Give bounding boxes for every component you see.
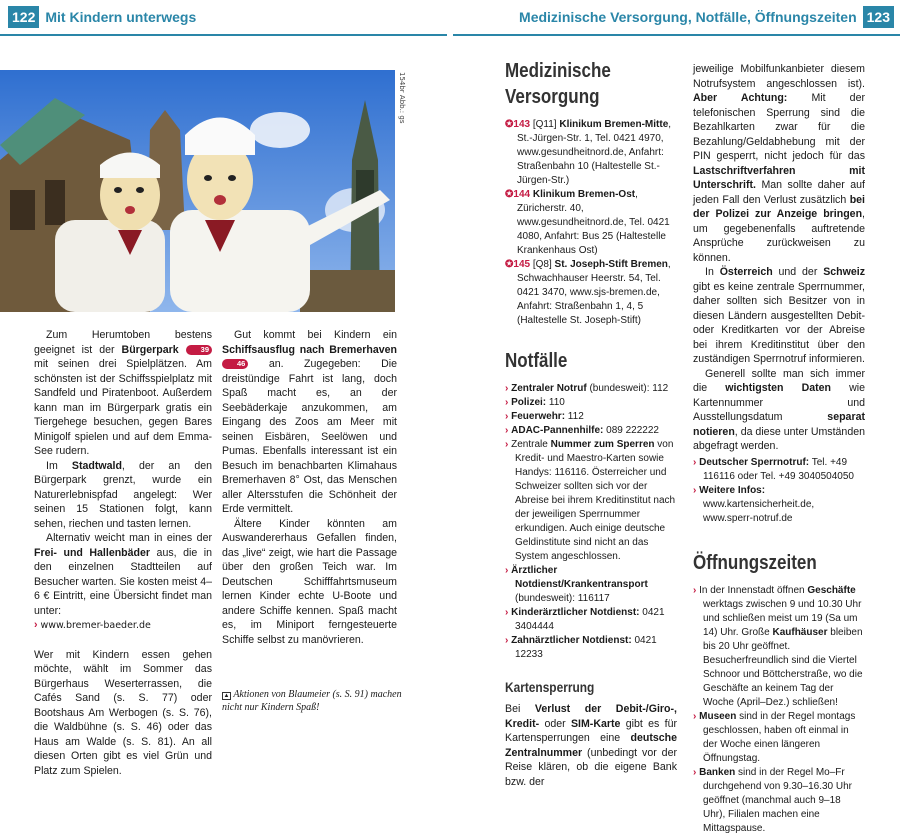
oeffnung-item: › Banken sind in der Regel Mo–Fr durchgehend von 9.30–16.30 Uhr geöffnet (manchmal auch 9–18 Uhr), Filialen machen eine Mittagspause. [693, 766, 853, 834]
left-column-1 [34, 328, 212, 778]
notfall-item: › Zentraler Notruf (bundesweit): 112 [505, 383, 669, 394]
notfall-item: › Polizei: 110 [505, 397, 565, 408]
right-column-1 [505, 58, 677, 789]
para-buergerpark: Zum Herumtoben bestens geeignet ist der Bürgerpark 39 mit seinen drei Spielplätzen. Am schönsten ist der Schiffsspielplatz mit Sandfeld und Piratenboot. Außerdem kann man im Bürgerpark gratis ein Tiergehege besuchen, gegen Bares Minigolf spielen und auf dem Emma-See rudern. [34, 329, 212, 457]
left-page-number: 122 [8, 6, 39, 28]
hospital-klinikum-ost: ✪144 Klinikum Bremen-Ost, Züricherstr. 40, www.gesundheitnord.de, Tel. 0421 4080, Anfahrt: Bus 25 (Haltestelle Krankenhaus Ost) [505, 189, 670, 256]
oeffnung-item: › Museen sind in der Regel montags geschlossen, haben oft einmal in der Woche einen längeren Öffnungstag. [693, 710, 856, 764]
para-baeder: Alternativ weicht man in eines der Frei- und Hallenbäder aus, die in den einzelnen Stadtteilen auf Besucher warten. Sie kosten meist 4–6 € Eintritt, eine Übersicht findet man unter: [34, 532, 212, 617]
sperrnotruf-item: › Deutscher Sperrnotruf: Tel. +49 116116 oder Tel. +49 3040504050 [693, 456, 854, 482]
photo-children-costumes [0, 70, 395, 312]
photo-credit: 154br Abb.: gs [398, 72, 406, 124]
notfall-item: › Zentrale Nummer zum Sperren von Kredit- und Maestro-Karten sowie Handys: 116116. Österreicher und Schweizer sollten sich vor der Abreise bei ihrem Kreditinstitut nach der jeweiligen Sperrnummer erkundigen. Auch einige deutsche Geldinstitute sind nicht an das System angeschlossen. [505, 439, 676, 562]
oeffnung-item: › In der Innenstadt öffnen Geschäfte werktags zwischen 9 und 10.30 Uhr und schließen meist um 19 (Sa um 14) Uhr. Große Kaufhäuser bleiben bis 20 Uhr geöffnet. Besucherfreundlich sind die Viertel Schnoor und Böttcherstraße, wo die Geschäfte an keinem Tag der Woche (April–Dez.) schließen! [693, 584, 863, 708]
photo-caption: ▲ Aktionen von Blaumeier (s. S. 91) machen nicht nur Kindern Spaß! [222, 689, 402, 713]
notfall-item: › Ärztlicher Notdienst/Krankentransport (bundesweit): 116117 [505, 565, 648, 604]
para-oesterreich-schweiz: In Österreich und der Schweiz gibt es keine zentrale Sperrnummer, daher sollten sich Besitzer von in diesen Ländern ausgestellten Debit- oder Kreditkarten vor der Abreise bei ihrem Kreditinstitut über den zuständigen Sperrnotruf informieren. [693, 266, 865, 365]
heading-oeffnungszeiten: Öffnungszeiten [693, 551, 817, 574]
notfall-item: › ADAC-Pannenhilfe: 089 222222 [505, 425, 659, 436]
para-kartensperrung: Bei Verlust der Debit-/Giro-, Kredit- oder SIM-Karte gibt es für Kartensperrungen eine deutsche Zentralnummer (unbedingt vor der Reise klären, ob die eigene Bank bzw. der [505, 703, 677, 788]
para-bremerhaven: Gut kommt bei Kindern ein Schiffsausflug nach Bremerhaven 46 an. Zugegeben: Die dreistündige Fahrt ist lang, doch Spaß macht es, an der Seebäderkaje anzukommen, am Eingang des Zoos am Meer mit seinen Eisbären, Seelöwen und Pumas. Ebenfalls interessant ist ein Besuch im benachbarten Klimahaus Bremerhaven 8° Ost, das Menschen aller Altersstufen die Schönheit der Erde vermittelt. [222, 329, 397, 515]
hospital-klinikum-mitte: ✪143 [Q11] Klinikum Bremen-Mitte, St.-Jürgen-Str. 1, Tel. 0421 4970, www.gesundheitnord.de, Anfahrt: Straßenbahn 10 (Haltestelle St.-Jürgen-Str.) [505, 119, 672, 186]
right-page-title: Medizinische Versorgung, Notfälle, Öffnungszeiten [519, 9, 857, 25]
photo-illustration [0, 70, 395, 312]
right-column-2 [693, 62, 865, 836]
heading-notfaelle: Notfälle [505, 350, 568, 372]
photo-ref-icon: ▲ [223, 693, 230, 699]
heading-medizinische-versorgung: Medizinische Versorgung [505, 60, 611, 108]
para-daten-notieren: Generell sollte man sich immer die wichtigsten Daten wie Kartennummer und Ausstellungsdatum separat notieren, da diese unter Umständen abgefragt werden. [693, 367, 865, 452]
notfall-item: › Kinderärztlicher Notdienst: 0421 3404444 [505, 607, 665, 632]
hospital-st-joseph: ✪145 [Q8] St. Joseph-Stift Bremen, Schwachhauser Heerstr. 54, Tel. 0421 3470, www.sjs-bremen.de, Anfahrt: Straßenbahn 1, 4, 5 (Haltestelle St. Joseph-Stift) [505, 259, 671, 326]
left-page-title: Mit Kindern unterwegs [45, 9, 197, 25]
weitere-infos-item[interactable]: › Weitere Infos: www.kartensicherheit.de, www.sperr-notruf.de [693, 484, 815, 524]
right-page-number: 123 [863, 6, 894, 28]
para-auswandererhaus: Ältere Kinder könnten am Auswandererhaus Gefallen finden, das „live“ zeigt, wie hart die Passage über den großen Teich war. Im Deutschen Schifffahrtsmuseum lernen Kinder echte U-Boote und andere Schiffe kennen. Spaß macht es, im Miniport ferngesteuerte Schiffe selbst zu manövrieren. [222, 517, 397, 646]
para-stadtwald: Im Stadtwald, der an den Bürgerpark grenzt, wurde ein Naturerlebnispfad angelegt: Wer seinen 15 Stationen folgt, kann sehen, riechen und tasten lernen. [34, 459, 212, 530]
left-column-2 [222, 328, 397, 647]
notfall-item: › Zahnärztlicher Notdienst: 0421 12233 [505, 635, 657, 660]
para-essen: Wer mit Kindern essen gehen möchte, wählt im Sommer das Bürgerhaus Weserterrassen, die Cafés Sand (s. S. 77) oder Bootshaus Am Werbogen (s. S. 76), die Waldbühne (s. S. 46) oder das Haus am Walde (s. S. 81). An all diesen Orten gibt es viel Grün und Platz zum Spielen. [34, 648, 212, 777]
right-page-header [453, 0, 900, 36]
arrow-icon: › [34, 619, 38, 631]
link-bremer-baeder[interactable]: › www.bremer-baeder.de [34, 619, 151, 631]
left-page-header [0, 0, 447, 36]
heading-kartensperrung: Kartensperrung [505, 679, 595, 695]
para-notrufsystem: jeweilige Mobilfunkanbieter diesem Notrufsystem angeschlossen ist). Aber Achtung: Mit der telefonischen Sperrung sind die Bezahlkarten zwar für die Bezahlung/Geldabhebung mit der PIN gesperrt, nicht jedoch für das Lastschriftverfahren mit Unterschrift. Man sollte daher auf jeden Fall den Verlust zusätzlich bei der Polizei zur Anzeige bringen, um gegebenenfalls auftretende Ansprüche zurückweisen zu können. [693, 63, 865, 264]
notfall-item: › Feuerwehr: 112 [505, 411, 584, 422]
